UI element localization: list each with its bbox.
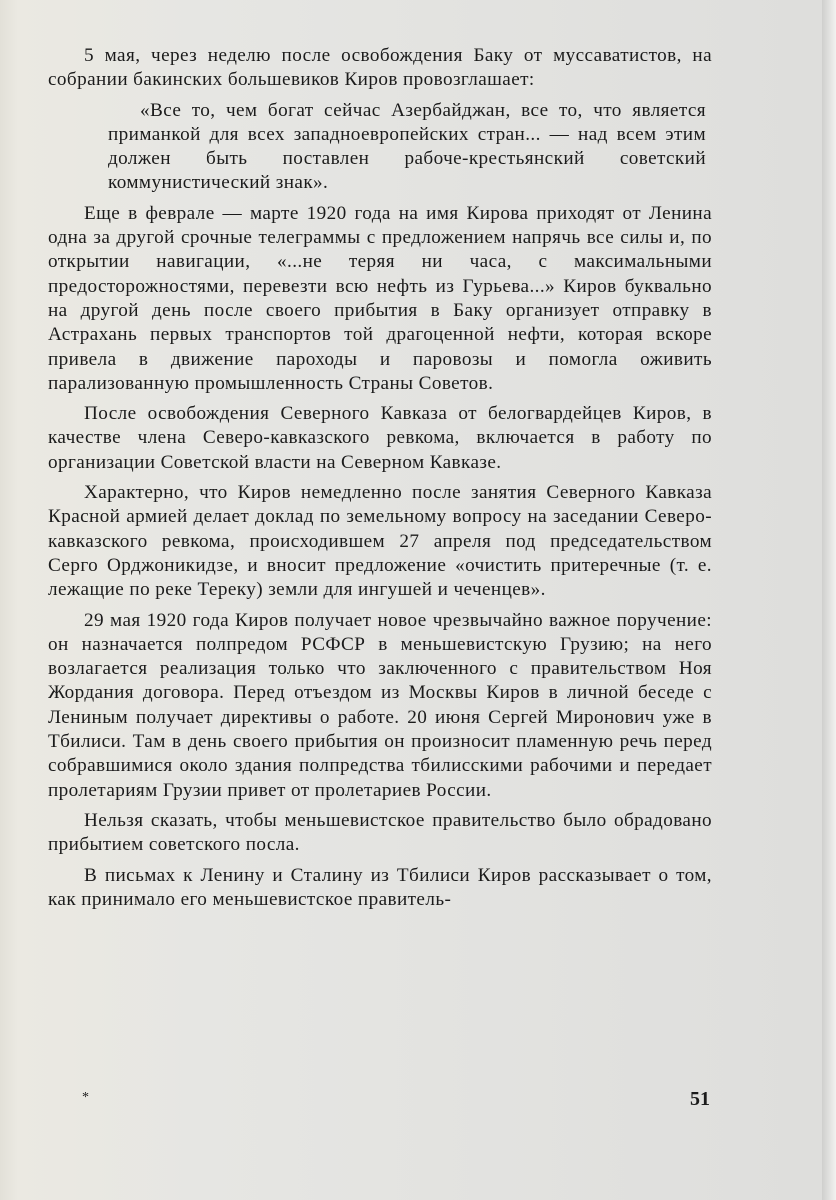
page-edge <box>822 0 836 1200</box>
paragraph: 5 мая, через неделю после освобождения Баку от муссаватистов, на собрании бакинских большевиков Киров провозглашает: <box>48 45 712 91</box>
paragraph: После освобождения Северного Кавказа от белогвардейцев Киров, в качестве члена Северо-кавказского ревкома, включается в работу по организации Советской власти на Северном Кавказе. <box>48 403 712 473</box>
page-footer <box>0 1088 836 1118</box>
paragraph: Характерно, что Киров немедленно после занятия Северного Кавказа Красной армией делает доклад по земельному вопросу на заседании Северо-кавказского ревкома, происходившем 27 апреля под председательством Серго Орджоникидзе, и вносит предложение «очистить притеречные (т. е. лежащие по реке Тереку) земли для ингушей и чеченцев». <box>48 482 712 601</box>
page-text <box>48 44 712 918</box>
paragraph: В письмах к Ленину и Сталину из Тбилиси Киров рассказывает о том, как принимало его меньшевистское правитель- <box>48 864 712 910</box>
paragraph: 29 мая 1920 года Киров получает новое чрезвычайно важное поручение: он назначается полпредом РСФСР в меньшевистскую Грузию; на него возлагается реализация только что заключенного с правительством Ноя Жордания договора. Перед отъездом из Москвы Киров в личной беседе с Лениным получает директивы о работе. 20 июня Сергей Миронович уже в Тбилиси. Там в день своего прибытия он произносит пламенную речь перед собравшимися около здания полпредства тбилисскими рабочими и передает пролетариям Грузии привет от пролетариев России. <box>48 609 712 801</box>
paragraph: Еще в феврале — марте 1920 года на имя Кирова приходят от Ленина одна за другой срочные телеграммы с предложением напрячь все силы и, по открытии навигации, «...не теряя ни часа, с максимальными предосторожностями, перевезти всю нефть из Гурьева...» Киров буквально на другой день после своего прибытия в Баку организует отправку в Астрахань первых транспортов той драгоценной нефти, которая вскоре привела в движение пароходы и паровозы и помогла оживить парализованную промышленность Страны Советов. <box>48 202 712 394</box>
paragraph: Нельзя сказать, чтобы меньшевистское правительство было обрадовано прибытием советского посла. <box>48 809 712 856</box>
page-number: 51 <box>690 1088 710 1110</box>
printer-mark: * <box>82 1090 89 1105</box>
block-quote: «Все то, чем богат сейчас Азербайджан, все то, что является приманкой для всех западноевропейских стран... — над всем этим должен быть поставлен рабоче-крестьянский советский коммунистический знак». <box>108 99 706 194</box>
